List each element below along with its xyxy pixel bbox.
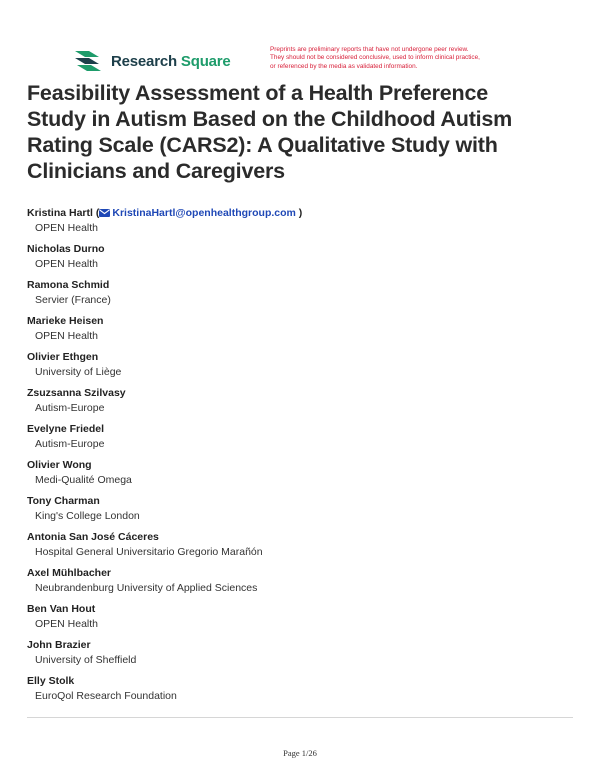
author-entry (27, 567, 577, 603)
author-entry (27, 603, 577, 639)
author-name: Olivier Ethgen (27, 351, 99, 363)
author-affiliation: Autism-Europe (35, 438, 105, 450)
title-line: Clinicians and Caregivers (27, 159, 285, 183)
author-name: Ben Van Hout (27, 603, 96, 615)
author-name: Evelyne Friedel (27, 423, 105, 435)
research-square-logo[interactable] (73, 48, 231, 74)
footer-divider (27, 717, 573, 718)
author-affiliation: OPEN Health (35, 330, 99, 342)
author-name: Axel Mühlbacher (27, 567, 112, 579)
author-affiliation: Medi-Qualité Omega (35, 474, 132, 486)
author-email-link[interactable]: KristinaHartl@openhealthgroup.com (112, 207, 296, 219)
author-name-with-email: Kristina Hartl ( KristinaHartl@openhealthgroup.com ) (27, 207, 303, 219)
author-affiliation: King's College London (35, 510, 140, 522)
author-affiliation: EuroQol Research Foundation (35, 690, 177, 702)
mail-icon (99, 209, 110, 217)
author-name: Tony Charman (27, 495, 100, 507)
logo-wordmark (111, 53, 231, 70)
author-affiliation: Servier (France) (35, 294, 111, 306)
author-entry (27, 495, 577, 531)
author-entry (27, 531, 577, 567)
disclaimer-line: or referenced by the media as validated information. (270, 62, 418, 70)
author-name: Ramona Schmid (27, 279, 110, 291)
author-name: Olivier Wong (27, 459, 92, 471)
author-affiliation: OPEN Health (35, 618, 99, 630)
author-entry (27, 315, 577, 351)
disclaimer-line: They should not be considered conclusive, used to inform clinical practice, (270, 54, 480, 62)
preprint-disclaimer (270, 46, 540, 71)
author-affiliation: OPEN Health (35, 258, 99, 270)
author-name: Marieke Heisen (27, 315, 104, 327)
author-entry (27, 459, 577, 495)
author-entry (27, 243, 577, 279)
author-affiliation: Autism-Europe (35, 402, 105, 414)
title-line: Feasibility Assessment of a Health Preference (27, 81, 489, 105)
author-entry (27, 207, 577, 243)
author-entry (27, 675, 577, 711)
author-entry (27, 351, 577, 387)
title-line: Rating Scale (CARS2): A Qualitative Study with (27, 133, 498, 157)
author-entry (27, 639, 577, 675)
author-name: Elly Stolk (27, 675, 75, 687)
paper-title (27, 80, 577, 184)
author-affiliation: OPEN Health (35, 222, 99, 234)
research-square-logo-icon (73, 48, 103, 74)
disclaimer-line: Preprints are preliminary reports that have not undergone peer review. (270, 46, 469, 53)
author-entry (27, 279, 577, 315)
logo-word-research: Research (111, 52, 177, 70)
author-affiliation: Hospital General Universitario Gregorio Marañón (35, 546, 263, 558)
author-list (27, 207, 577, 711)
logo-word-square: Square (180, 52, 231, 70)
author-name: Antonia San José Cáceres (27, 531, 159, 543)
author-name: Kristina Hartl (27, 207, 93, 219)
author-name: Zsuzsanna Szilvasy (27, 387, 126, 399)
author-name: John Brazier (27, 639, 91, 651)
page-number: Page 1/26 (283, 748, 317, 758)
author-name: Nicholas Durno (27, 243, 105, 255)
author-entry (27, 423, 577, 459)
author-affiliation: University of Liège (35, 366, 122, 378)
title-line: Study in Autism Based on the Childhood Autism (27, 107, 513, 131)
author-affiliation: Neubrandenburg University of Applied Sciences (35, 582, 258, 594)
author-affiliation: University of Sheffield (35, 654, 137, 666)
author-entry (27, 387, 577, 423)
